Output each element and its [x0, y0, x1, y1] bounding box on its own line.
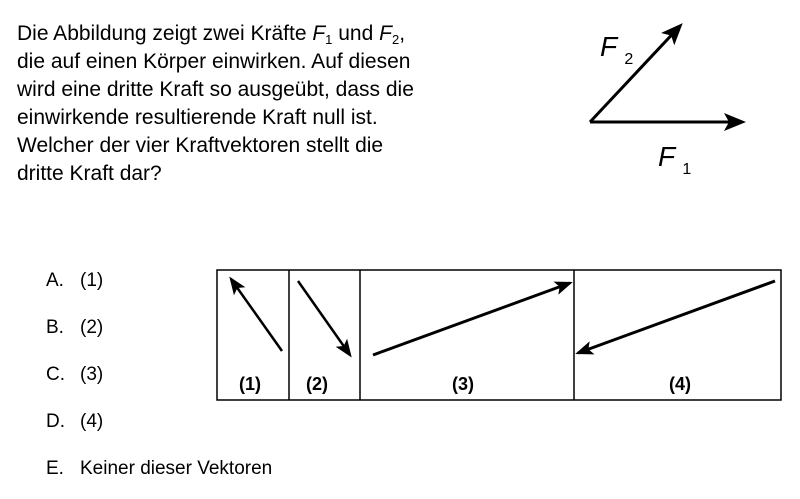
option-letter: E.: [46, 458, 64, 479]
question-line-4: einwirkende resultierende Kraft null ist.: [17, 106, 378, 129]
svg-text:F 2: [600, 31, 633, 68]
question-line-2: die auf einen Körper einwirken. Auf diesen: [17, 50, 411, 73]
option-text: Keiner dieser Vektoren: [80, 458, 273, 479]
vector-3-arrow: [373, 283, 570, 355]
f1-subscript: 1: [325, 32, 333, 47]
svg-text:F 1: [658, 141, 691, 178]
vector-table: [216, 269, 784, 403]
question-line-1: Die Abbildung zeigt zwei Kräfte $F_1$ und $F_2$,: [17, 22, 406, 47]
option-text: (1): [80, 270, 104, 291]
question-line-5: Welcher der vier Kraftvektoren stellt die: [17, 134, 384, 157]
f2-symbol: F: [379, 22, 392, 45]
option-d[interactable]: [46, 405, 272, 452]
question-line-3: wird eine dritte Kraft so ausgeübt, dass die: [17, 78, 414, 101]
vector-3-label: (3): [452, 374, 474, 394]
table-border: [217, 270, 781, 400]
vector-1-arrow: [231, 279, 282, 351]
question-line-6: dritte Kraft dar?: [17, 162, 162, 185]
vector-4-label: (4): [669, 374, 691, 394]
f1-symbol: F: [312, 22, 326, 45]
option-text: (4): [80, 411, 104, 432]
force-diagram: [560, 0, 780, 190]
option-letter: A.: [46, 270, 64, 291]
option-text: (3): [80, 364, 104, 385]
option-text: (2): [80, 317, 104, 338]
option-e[interactable]: [46, 452, 272, 499]
f2-subscript: 2: [391, 32, 400, 47]
option-letter: D.: [46, 411, 65, 432]
f2-label-sub: 2: [624, 51, 634, 68]
vector-1-label: (1): [239, 374, 261, 394]
option-letter: C.: [46, 364, 65, 385]
vector-2-arrow: [298, 281, 350, 355]
vector-2-label: (2): [306, 374, 328, 394]
f1-label: F: [658, 141, 675, 172]
vector-4-arrow: [578, 281, 775, 353]
f2-label: F: [600, 31, 617, 62]
option-letter: B.: [46, 317, 64, 338]
f1-label-sub: 1: [682, 161, 692, 178]
question-text: [17, 20, 517, 188]
